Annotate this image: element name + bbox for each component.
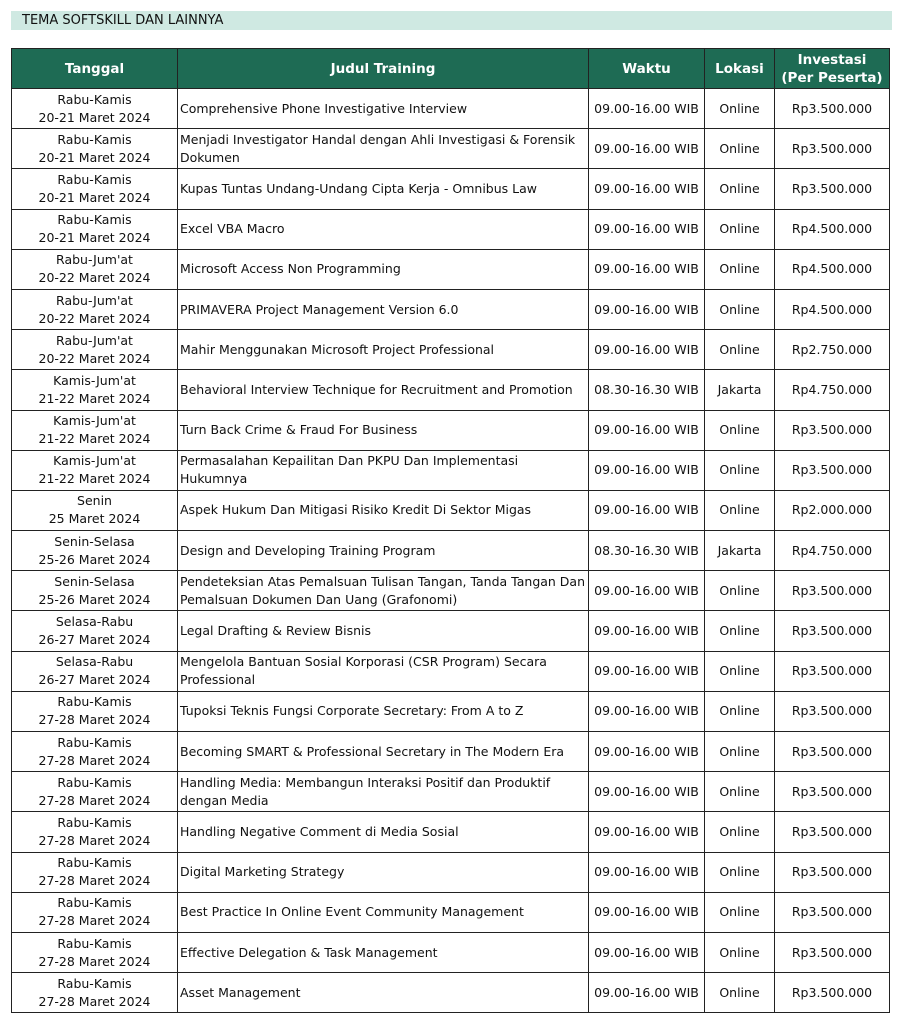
row-date: 20-21 Maret 2024 (38, 149, 151, 165)
row-date-cell (12, 651, 178, 691)
row-title: Mahir Menggunakan Microsoft Project Professional (178, 330, 589, 370)
table-row (12, 169, 890, 209)
header-date: Tanggal (12, 49, 178, 89)
row-time: 08.30-16.30 WIB (589, 531, 705, 571)
row-time: 09.00-16.00 WIB (589, 651, 705, 691)
row-price: Rp3.500.000 (775, 812, 890, 852)
row-day: Rabu-Kamis (57, 694, 132, 710)
row-title: Aspek Hukum Dan Mitigasi Risiko Kredit Di Sektor Migas (178, 490, 589, 530)
header-title: Judul Training (178, 49, 589, 89)
row-location: Jakarta (705, 531, 775, 571)
row-title: Kupas Tuntas Undang-Undang Cipta Kerja - Omnibus Law (178, 169, 589, 209)
row-title: Tupoksi Teknis Fungsi Corporate Secretary: From A to Z (178, 691, 589, 731)
row-date: 25-26 Maret 2024 (38, 591, 151, 607)
table-row (12, 209, 890, 249)
row-date-cell (12, 852, 178, 892)
row-title: Comprehensive Phone Investigative Interview (178, 89, 589, 129)
row-date: 27-28 Maret 2024 (38, 913, 151, 929)
table-row (12, 852, 890, 892)
header-time: Waktu (589, 49, 705, 89)
table-row (12, 490, 890, 530)
row-price: Rp3.500.000 (775, 169, 890, 209)
row-date: 27-28 Maret 2024 (38, 712, 151, 728)
row-price: Rp2.750.000 (775, 330, 890, 370)
row-time: 09.00-16.00 WIB (589, 611, 705, 651)
table-row (12, 973, 890, 1013)
row-date: 21-22 Maret 2024 (38, 431, 151, 447)
row-date: 27-28 Maret 2024 (38, 752, 151, 768)
row-day: Rabu-Jum'at (56, 252, 133, 268)
row-title: Handling Media: Membangun Interaksi Positif dan Produktif dengan Media (178, 772, 589, 812)
table-row (12, 571, 890, 611)
row-price: Rp3.500.000 (775, 772, 890, 812)
row-title: Microsoft Access Non Programming (178, 249, 589, 289)
row-location: Online (705, 490, 775, 530)
section-title: TEMA SOFTSKILL DAN LAINNYA (22, 13, 224, 28)
row-location: Online (705, 651, 775, 691)
row-title: Best Practice In Online Event Community Management (178, 892, 589, 932)
row-title: Turn Back Crime & Fraud For Business (178, 410, 589, 450)
row-location: Online (705, 691, 775, 731)
row-price: Rp4.750.000 (775, 370, 890, 410)
row-location: Online (705, 129, 775, 169)
row-location: Jakarta (705, 370, 775, 410)
row-date: 27-28 Maret 2024 (38, 953, 151, 969)
row-time: 09.00-16.00 WIB (589, 209, 705, 249)
row-price: Rp3.500.000 (775, 691, 890, 731)
row-time: 09.00-16.00 WIB (589, 330, 705, 370)
row-day: Rabu-Kamis (57, 935, 132, 951)
row-location: Online (705, 169, 775, 209)
row-time: 09.00-16.00 WIB (589, 169, 705, 209)
row-time: 09.00-16.00 WIB (589, 932, 705, 972)
row-location: Online (705, 611, 775, 651)
row-date-cell (12, 611, 178, 651)
row-price: Rp3.500.000 (775, 611, 890, 651)
row-date-cell (12, 450, 178, 490)
row-title: Handling Negative Comment di Media Sosial (178, 812, 589, 852)
row-price: Rp3.500.000 (775, 129, 890, 169)
row-day: Senin-Selasa (54, 533, 135, 549)
row-location: Online (705, 892, 775, 932)
row-location: Online (705, 330, 775, 370)
header-price-line2: (Per Peserta) (781, 69, 883, 86)
row-time: 08.30-16.30 WIB (589, 370, 705, 410)
row-date-cell (12, 732, 178, 772)
row-day: Rabu-Kamis (57, 171, 132, 187)
row-title: PRIMAVERA Project Management Version 6.0 (178, 289, 589, 329)
row-location: Online (705, 852, 775, 892)
row-date-cell (12, 772, 178, 812)
row-day: Kamis-Jum'at (53, 453, 136, 469)
row-title: Excel VBA Macro (178, 209, 589, 249)
table-row (12, 370, 890, 410)
row-title: Mengelola Bantuan Sosial Korporasi (CSR Program) Secara Professional (178, 651, 589, 691)
row-price: Rp4.500.000 (775, 209, 890, 249)
row-time: 09.00-16.00 WIB (589, 450, 705, 490)
row-title: Behavioral Interview Technique for Recruitment and Promotion (178, 370, 589, 410)
row-time: 09.00-16.00 WIB (589, 89, 705, 129)
row-day: Rabu-Kamis (57, 855, 132, 871)
row-location: Online (705, 932, 775, 972)
row-day: Rabu-Kamis (57, 734, 132, 750)
row-date-cell (12, 932, 178, 972)
row-day: Senin (77, 493, 112, 509)
row-time: 09.00-16.00 WIB (589, 812, 705, 852)
row-date-cell (12, 209, 178, 249)
row-location: Online (705, 249, 775, 289)
table-row (12, 691, 890, 731)
header-location: Lokasi (705, 49, 775, 89)
row-date-cell (12, 249, 178, 289)
row-day: Rabu-Kamis (57, 774, 132, 790)
row-title: Pendeteksian Atas Pemalsuan Tulisan Tangan, Tanda Tangan Dan Pemalsuan Dokumen Dan Uang (Grafonomi) (178, 571, 589, 611)
row-price: Rp4.500.000 (775, 289, 890, 329)
row-date-cell (12, 812, 178, 852)
table-row (12, 651, 890, 691)
row-price: Rp4.500.000 (775, 249, 890, 289)
row-day: Rabu-Kamis (57, 895, 132, 911)
section-banner (11, 11, 892, 30)
table-row (12, 89, 890, 129)
row-time: 09.00-16.00 WIB (589, 289, 705, 329)
row-time: 09.00-16.00 WIB (589, 571, 705, 611)
row-title: Legal Drafting & Review Bisnis (178, 611, 589, 651)
row-day: Rabu-Kamis (57, 212, 132, 228)
row-date: 25 Maret 2024 (48, 511, 141, 527)
row-date: 26-27 Maret 2024 (38, 672, 151, 688)
table-row (12, 531, 890, 571)
row-time: 09.00-16.00 WIB (589, 973, 705, 1013)
row-price: Rp3.500.000 (775, 732, 890, 772)
table-row (12, 129, 890, 169)
header-price (775, 49, 890, 89)
row-title: Asset Management (178, 973, 589, 1013)
table-row (12, 772, 890, 812)
table-row (12, 932, 890, 972)
row-day: Selasa-Rabu (55, 614, 134, 630)
row-day: Rabu-Kamis (57, 91, 132, 107)
row-date-cell (12, 973, 178, 1013)
row-price: Rp3.500.000 (775, 410, 890, 450)
row-title: Digital Marketing Strategy (178, 852, 589, 892)
row-title: Becoming SMART & Professional Secretary in The Modern Era (178, 732, 589, 772)
table-row (12, 410, 890, 450)
row-date-cell (12, 691, 178, 731)
row-price: Rp4.750.000 (775, 531, 890, 571)
row-date-cell (12, 129, 178, 169)
row-date-cell (12, 89, 178, 129)
row-title: Effective Delegation & Task Management (178, 932, 589, 972)
row-date-cell (12, 571, 178, 611)
row-location: Online (705, 812, 775, 852)
row-time: 09.00-16.00 WIB (589, 129, 705, 169)
row-date: 27-28 Maret 2024 (38, 792, 151, 808)
row-date-cell (12, 330, 178, 370)
row-date-cell (12, 490, 178, 530)
row-price: Rp3.500.000 (775, 571, 890, 611)
row-day: Kamis-Jum'at (53, 413, 136, 429)
row-date: 27-28 Maret 2024 (38, 832, 151, 848)
row-location: Online (705, 410, 775, 450)
table-row (12, 812, 890, 852)
row-time: 09.00-16.00 WIB (589, 490, 705, 530)
row-day: Senin-Selasa (54, 573, 135, 589)
row-price: Rp3.500.000 (775, 651, 890, 691)
row-location: Online (705, 289, 775, 329)
row-title: Permasalahan Kepailitan Dan PKPU Dan Implementasi Hukumnya (178, 450, 589, 490)
row-date-cell (12, 289, 178, 329)
row-date: 27-28 Maret 2024 (38, 873, 151, 889)
row-price: Rp3.500.000 (775, 89, 890, 129)
training-schedule-table (11, 48, 890, 1013)
row-date-cell (12, 892, 178, 932)
row-time: 09.00-16.00 WIB (589, 410, 705, 450)
row-location: Online (705, 209, 775, 249)
row-date: 20-21 Maret 2024 (38, 109, 151, 125)
row-day: Rabu-Kamis (57, 814, 132, 830)
row-time: 09.00-16.00 WIB (589, 732, 705, 772)
row-time: 09.00-16.00 WIB (589, 852, 705, 892)
table-header-row (12, 49, 890, 89)
row-time: 09.00-16.00 WIB (589, 249, 705, 289)
table-row (12, 289, 890, 329)
row-date: 21-22 Maret 2024 (38, 471, 151, 487)
row-day: Rabu-Jum'at (56, 292, 133, 308)
header-price-line1: Investasi (797, 51, 867, 68)
row-day: Rabu-Kamis (57, 131, 132, 147)
row-date-cell (12, 531, 178, 571)
row-date: 26-27 Maret 2024 (38, 632, 151, 648)
row-date-cell (12, 370, 178, 410)
row-price: Rp3.500.000 (775, 932, 890, 972)
row-price: Rp3.500.000 (775, 892, 890, 932)
table-row (12, 330, 890, 370)
row-time: 09.00-16.00 WIB (589, 691, 705, 731)
row-date: 20-22 Maret 2024 (38, 270, 151, 286)
row-location: Online (705, 89, 775, 129)
row-date: 20-22 Maret 2024 (38, 350, 151, 366)
row-location: Online (705, 732, 775, 772)
row-price: Rp2.000.000 (775, 490, 890, 530)
row-time: 09.00-16.00 WIB (589, 772, 705, 812)
row-title: Design and Developing Training Program (178, 531, 589, 571)
row-price: Rp3.500.000 (775, 973, 890, 1013)
table-row (12, 732, 890, 772)
row-date: 20-21 Maret 2024 (38, 189, 151, 205)
row-day: Kamis-Jum'at (53, 372, 136, 388)
row-day: Rabu-Kamis (57, 975, 132, 991)
row-title: Menjadi Investigator Handal dengan Ahli Investigasi & Forensik Dokumen (178, 129, 589, 169)
table-row (12, 249, 890, 289)
row-date: 20-21 Maret 2024 (38, 230, 151, 246)
row-day: Rabu-Jum'at (56, 332, 133, 348)
table-row (12, 892, 890, 932)
row-location: Online (705, 973, 775, 1013)
row-date: 25-26 Maret 2024 (38, 551, 151, 567)
row-date: 27-28 Maret 2024 (38, 993, 151, 1009)
row-location: Online (705, 571, 775, 611)
row-date-cell (12, 169, 178, 209)
row-price: Rp3.500.000 (775, 852, 890, 892)
row-time: 09.00-16.00 WIB (589, 892, 705, 932)
row-date-cell (12, 410, 178, 450)
table-row (12, 611, 890, 651)
row-date: 20-22 Maret 2024 (38, 310, 151, 326)
table-row (12, 450, 890, 490)
row-price: Rp3.500.000 (775, 450, 890, 490)
row-day: Selasa-Rabu (55, 654, 134, 670)
row-date: 21-22 Maret 2024 (38, 390, 151, 406)
row-location: Online (705, 450, 775, 490)
row-location: Online (705, 772, 775, 812)
